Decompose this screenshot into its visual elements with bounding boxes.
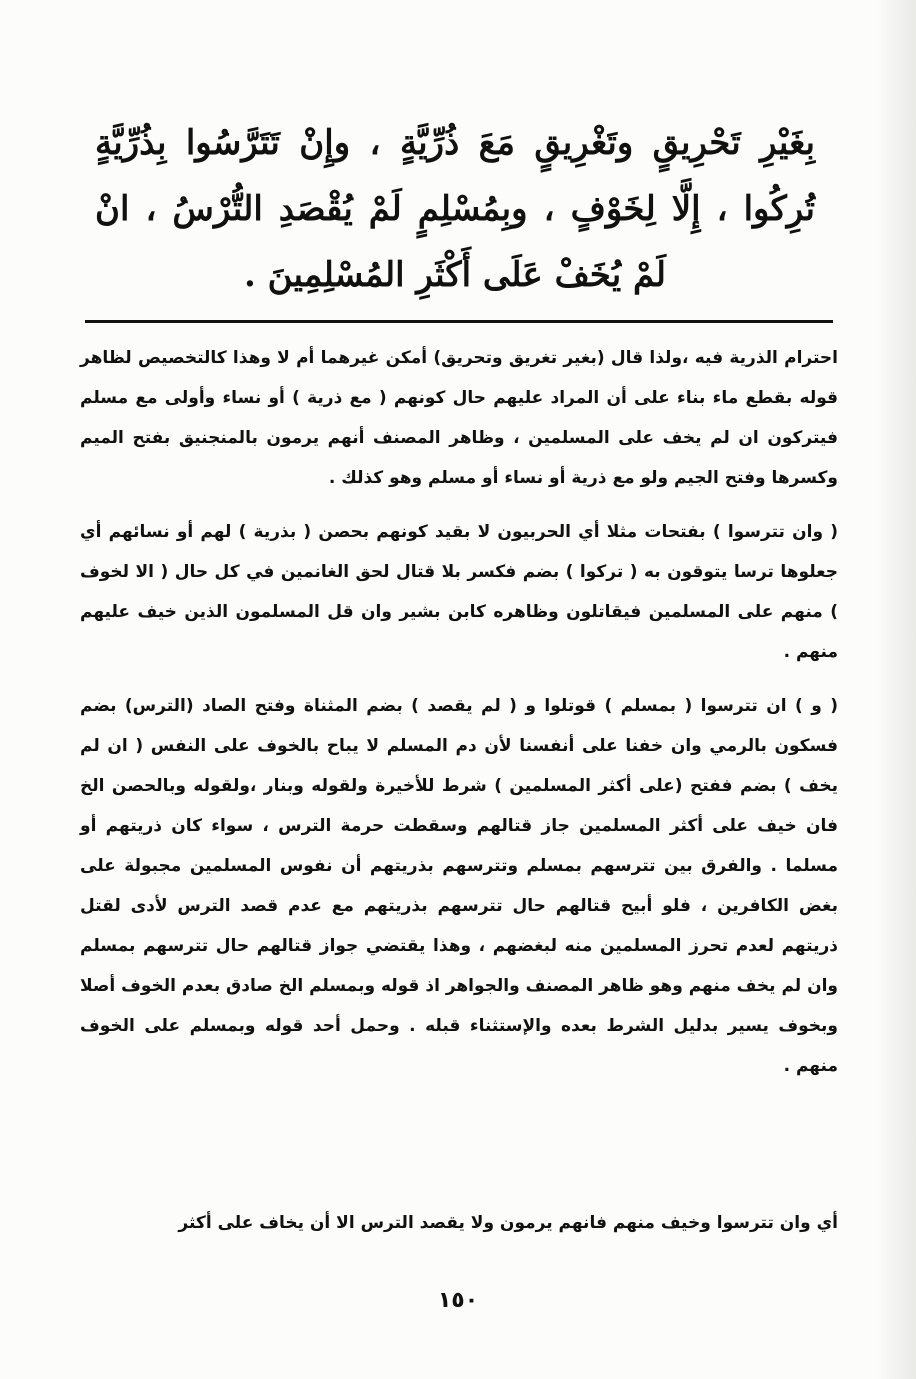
commentary-block — [80, 338, 838, 1100]
footnote: أي وان تترسوا وخيف منهم فانهم يرمون ولا يقصد الترس الا أن يخاف على أكثر — [178, 1213, 838, 1233]
separator-rule — [85, 320, 833, 323]
commentary-paragraph-2: ( وان تترسوا ) بفتحات مثلا أي الحربيون لا بقيد كونهم بحصن ( بذرية ) لهم أو نسائهم أي جعلوها ترسا يتوقون به ( تركوا ) بضم فكسر بلا قتال لحق الغانمين في كل حال ( الا لخوف ) منهم على المسلمين فيقاتلون وظاهره كابن بشير وان قل المسلمون الذين خيف عليهم منهم . — [80, 522, 838, 662]
matn-text: بِغَيْرِ تَحْرِيقٍ وتَغْرِيقٍ مَعَ ذُرِّيَّةٍ ، وإِنْ تَتَرَّسُوا بِذُرِّيَّةٍ تُرِكُوا ، إِلَّا لِخَوْفٍ ، وبِمُسْلِمٍ لَمْ يُقْصَدِ التُّرْسُ ، انْ لَمْ يُخَفْ عَلَى أَكْثَرِ المُسْلِمِينَ . — [95, 123, 815, 295]
page-number: ١٥٠ — [437, 1288, 479, 1313]
commentary-paragraph-3: ( و ) ان تترسوا ( بمسلم ) قوتلوا و ( لم يقصد ) بضم المثناة وفتح الصاد (الترس) بضم فسكون بالرمي وان خفنا على أنفسنا لأن دم المسلم لا يباح بالخوف على النفس ( ان لم يخف ) بضم ففتح (على أكثر المسلمين ) شرط للأخيرة ولقوله وبنار ،ولقوله وبالحصن الخ فان خيف على أكثر المسلمين جاز قتالهم وسقطت حرمة الترس ، سواء كان ذريتهم أو مسلما . والفرق بين تترسهم بمسلم وتترسهم بذريتهم أن نفوس المسلمين مجبولة على بغض الكافرين ، فلو أبيح قتالهم حال تترسهم بذريتهم مع عدم قصد الترس لأدى لقتل ذريتهم لعدم تحرز المسلمين منه لبغضهم ، وهذا يقتضي جواز قتالهم حال تترسهم بمسلم وان لم يخف منهم وهو ظاهر المصنف والجواهر اذ قوله وبمسلم الخ صادق بعدم الخوف أصلا وبخوف يسير بدليل الشرط بعده والإستثناء قبله . وحمل أحد قوله وبمسلم على الخوف منهم . — [80, 696, 838, 1076]
page-edge-shadow — [876, 0, 916, 1379]
commentary-paragraph-1: احترام الذرية فيه ،ولذا قال (بغير تغريق وتحريق) أمكن غيرهما أم لا وهذا كالتخصيص لظاهر قوله بقطع ماء بناء على أن المراد عليهم حال كونهم ( مع ذرية ) أو نساء وأولى مع مسلم فيتركون ان لم يخف على المسلمين ، وظاهر المصنف أنهم يرمون بالمنجنيق بفتح الميم وكسرها وفتح الجيم ولو مع ذرية أو نساء أو مسلم وهو كذلك . — [80, 348, 838, 488]
